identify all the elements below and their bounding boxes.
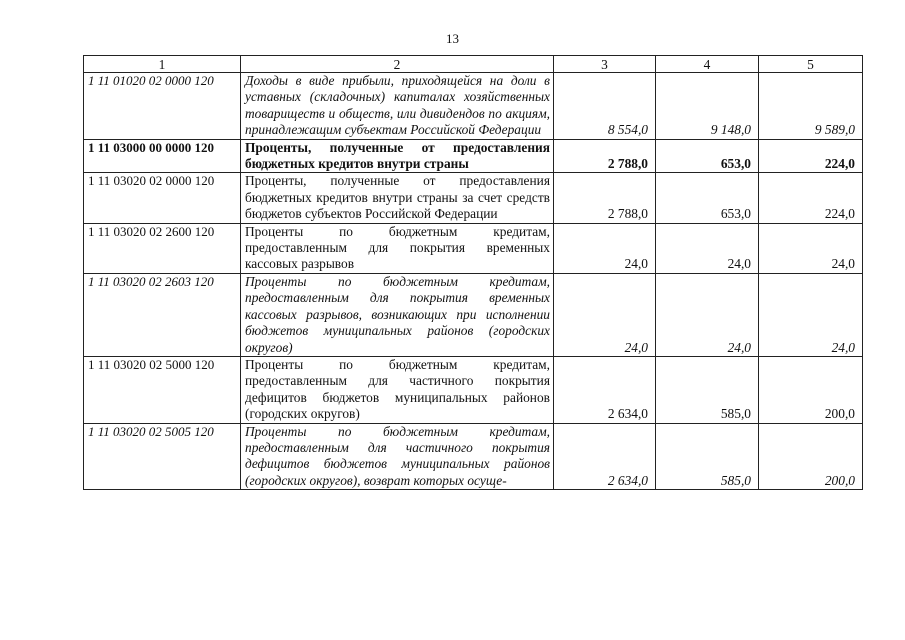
row-value-col3: 2 634,0 bbox=[554, 356, 656, 423]
row-name: Проценты по бюджетным кредитам, предоставленным для покрытия временных кассовых разрывов, возникающих при исполнении бюджетов муниципальных районов (городских округов) bbox=[241, 273, 554, 356]
row-value-col4: 585,0 bbox=[656, 423, 759, 490]
page-number: 13 bbox=[446, 31, 459, 46]
column-header-5: 5 bbox=[759, 56, 863, 73]
row-value-col4: 653,0 bbox=[656, 139, 759, 173]
column-header-3: 3 bbox=[554, 56, 656, 73]
row-value-col5: 24,0 bbox=[759, 273, 863, 356]
row-value-col3: 24,0 bbox=[554, 273, 656, 356]
budget-revenue-table bbox=[83, 55, 863, 490]
row-name: Проценты, полученные от предоставления бюджетных кредитов внутри страны за счет средств бюджетов субъектов Российской Федерации bbox=[241, 173, 554, 223]
row-code: 1 11 03000 00 0000 120 bbox=[84, 139, 241, 173]
row-name: Проценты по бюджетным кредитам, предоставленным для частичного покрытия дефицитов бюджетов муниципальных районов (городских округов) bbox=[241, 356, 554, 423]
row-value-col3: 2 788,0 bbox=[554, 173, 656, 223]
row-code: 1 11 03020 02 0000 120 bbox=[84, 173, 241, 223]
row-value-col5: 224,0 bbox=[759, 173, 863, 223]
table-row bbox=[84, 273, 863, 356]
row-name: Проценты по бюджетным кредитам, предоставленным для частичного покрытия дефицитов бюджетов муниципальных районов (городских округов), возврат которых осуще- bbox=[241, 423, 554, 490]
table-row bbox=[84, 139, 863, 173]
row-code: 1 11 03020 02 5000 120 bbox=[84, 356, 241, 423]
row-value-col5: 224,0 bbox=[759, 139, 863, 173]
row-value-col4: 24,0 bbox=[656, 273, 759, 356]
table-row bbox=[84, 356, 863, 423]
row-code: 1 11 03020 02 5005 120 bbox=[84, 423, 241, 490]
row-value-col3: 2 788,0 bbox=[554, 139, 656, 173]
row-value-col3: 8 554,0 bbox=[554, 73, 656, 140]
column-header-1: 1 bbox=[84, 56, 241, 73]
row-code: 1 11 03020 02 2600 120 bbox=[84, 223, 241, 273]
table-header-row bbox=[84, 56, 863, 73]
row-value-col3: 2 634,0 bbox=[554, 423, 656, 490]
row-value-col5: 200,0 bbox=[759, 356, 863, 423]
row-value-col4: 24,0 bbox=[656, 223, 759, 273]
row-value-col5: 9 589,0 bbox=[759, 73, 863, 140]
row-value-col4: 653,0 bbox=[656, 173, 759, 223]
row-value-col5: 200,0 bbox=[759, 423, 863, 490]
column-header-2: 2 bbox=[241, 56, 554, 73]
row-value-col4: 585,0 bbox=[656, 356, 759, 423]
table-row bbox=[84, 223, 863, 273]
row-value-col3: 24,0 bbox=[554, 223, 656, 273]
row-name: Проценты по бюджетным кредитам, предоставленным для покрытия временных кассовых разрывов bbox=[241, 223, 554, 273]
row-value-col4: 9 148,0 bbox=[656, 73, 759, 140]
table-row bbox=[84, 423, 863, 490]
row-name: Доходы в виде прибыли, приходящейся на доли в уставных (складочных) капиталах хозяйственных товариществ и обществ, или дивидендов по акциям, принадлежащим субъектам Российской Федерации bbox=[241, 73, 554, 140]
column-header-4: 4 bbox=[656, 56, 759, 73]
table-row bbox=[84, 73, 863, 140]
row-code: 1 11 03020 02 2603 120 bbox=[84, 273, 241, 356]
table-row bbox=[84, 173, 863, 223]
row-name: Проценты, полученные от предоставления бюджетных кредитов внутри страны bbox=[241, 139, 554, 173]
row-value-col5: 24,0 bbox=[759, 223, 863, 273]
row-code: 1 11 01020 02 0000 120 bbox=[84, 73, 241, 140]
